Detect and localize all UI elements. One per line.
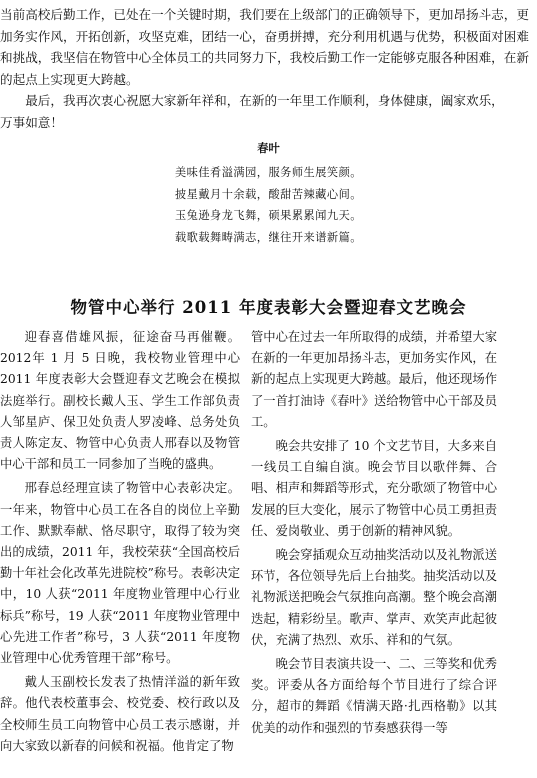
poem [0,140,537,248]
poem-title: 春叶 [257,142,280,155]
article-paragraph-continuation: 管中心在过去一年所取得的成绩，并希望大家在新的一年更加昂扬斗志，更加务实作风，在新的起点上实现更大跨越。最后，他还现场作了一首打油诗《春叶》送给物管中心干部及员工。 [251,330,497,429]
article-paragraph: 晚会穿插观众互动抽奖活动以及礼物派送环节，各位领导先后上台抽奖。抽奖活动以及礼物派送把晚会气氛推向高潮。整个晚会高潮迭起，精彩纷呈。歌声、掌声、欢笑声此起彼伏，充满了热烈、欢乐、祥和的气氛。 [251,548,497,647]
poem-line: 玉兔逊身龙飞舞，硕果累累闻九天。 [174,209,362,222]
intro-paragraph-1: 当前高校后勤工作，已处在一个关键时期，我们要在上级部门的正确领导下，更加昂扬斗志，更加务实作风，开拓创新，攻坚克难，团结一心，奋勇拼搏，充分利用机遇与优势，积极面对困难和挑战，我坚信在物管中心全体员工的共同努力下，我校后勤工作一定能够克服各种困难，在新的起点上实现更大跨越。 [0,7,529,87]
poem-line: 披星戴月十余载，酸甜苦辣藏心间。 [174,187,362,201]
article-paragraph: 晚会共安排了 10 个文艺节目，大多来自一线员工自编自演。晚会节目以歌伴舞、合唱、相声和舞蹈等形式，充分歌颂了物管中心发展的巨大变化，展示了物管中心员工勇担责任、爱岗敬业、勇于创新的精神风貌。 [251,439,497,538]
article-right-column [251,327,497,742]
article-paragraph: 戴人玉副校长发表了热情洋溢的新年致辞。他代表校董事会、校党委、校行政以及全校师生员工向物管中心员工表示感谢，并向大家致以新春的问候和祝福。他肯定了物 [0,675,240,753]
poem-line: 美味佳肴溢满园，服务师生展笑颜。 [174,166,362,179]
intro-section [0,4,530,133]
article-paragraph: 邢春总经理宣读了物管中心表彰决定。一年来，物管中心员工在各自的岗位上辛勤工作、默默奉献、恪尽职守，取得了较为突出的成绩，2011 年，我校荣获“全国高校后勤十年社会化改革先进院校”称号。表彰决定中，10 人获“2011 年度物业管理中心行业标兵”称号，19 人获“2011 年度物业管理中心先进工作者”称号，3 人获“2011 年度物业管理中心优秀管理干部”称号。 [0,481,240,666]
article-left-column [0,327,240,760]
intro-paragraph-2-line-1: 最后，我再次衷心祝愿大家新年祥和，在新的一年里工作顺利，身体健康，阖家欢乐， [25,93,504,108]
article-title: 物管中心举行 2011 年度表彰大会暨迎春文艺晚会 [70,298,467,317]
article-paragraph: 晚会节目表演共设一、二、三等奖和优秀奖。评委从各方面给每个节目进行了综合评分，超市的舞蹈《情满天路·扎西格勒》以其优美的动作和强烈的节奏感获得一等 [251,657,497,735]
poem-line: 载歌载舞畴满志，继往开来谱新篇。 [174,230,362,244]
article-paragraph: 迎春喜借雄风振，征途奋马再催鞭。2012年 1 月 5 日晚，我校物业管理中心 2011 年度表彰大会暨迎春文艺晚会在模拟法庭举行。副校长戴人玉、学生工作部负责人邹星庐、保卫处负责人罗凌峰、总务处负责人陈定友、物管中心负责人邢春以及物管中心干部和员工一同参加了当晚的盛典。 [0,330,240,472]
intro-paragraph-2-line-2: 万事如意！ [0,114,63,130]
